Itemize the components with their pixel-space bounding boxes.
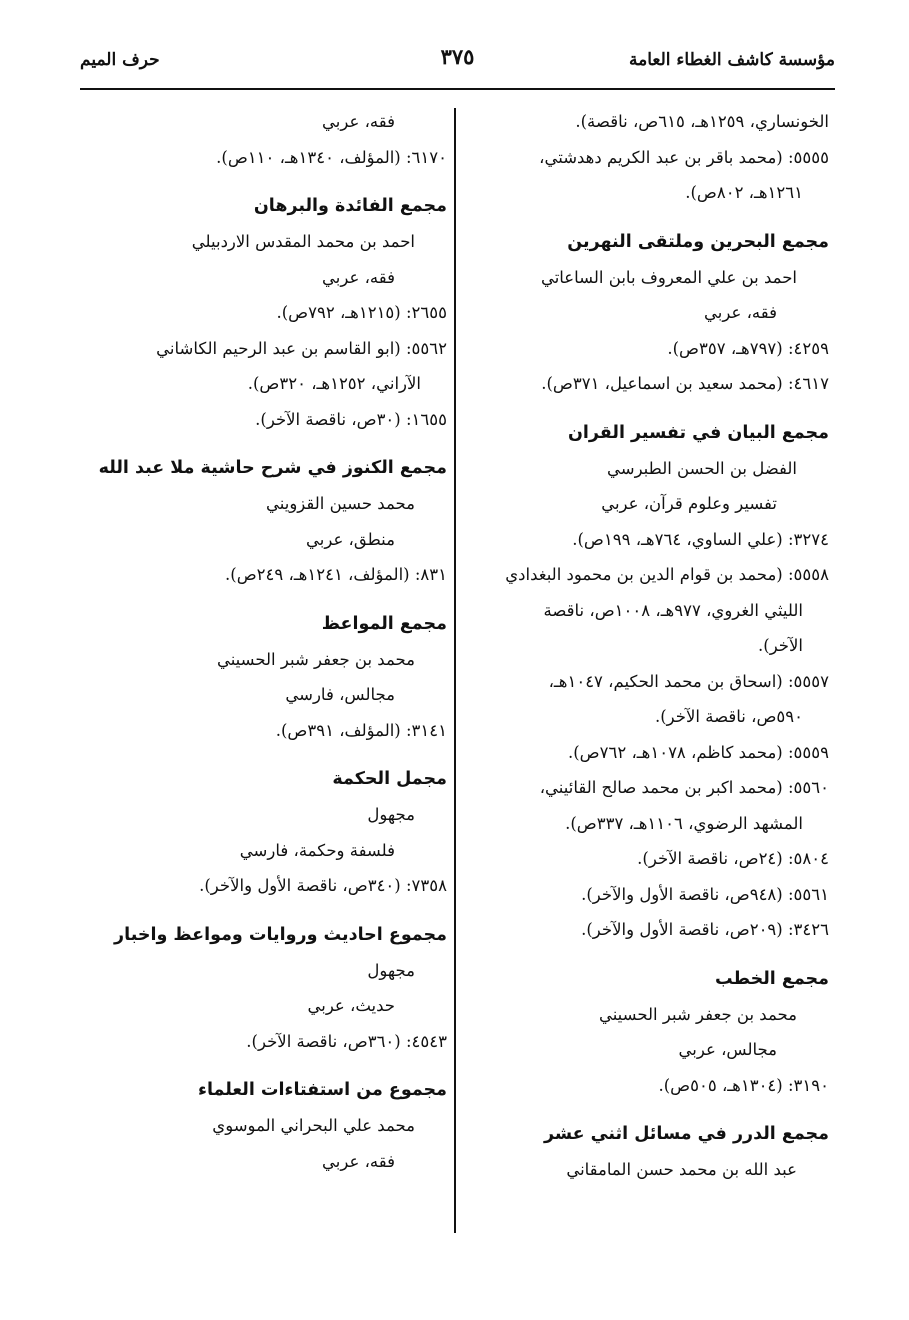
manuscript-entry: ٥٥٦٢: (ابو القاسم بن عبد الرحيم الكاشاني <box>156 338 447 358</box>
subject-line: حديث، عربي <box>307 996 395 1015</box>
subject-line: تفسير وعلوم قرآن، عربي <box>601 494 777 513</box>
manuscript-entry-continued: ١٢٦١هـ، ٨٠٢ص). <box>685 183 803 202</box>
publisher-name: مؤسسة كاشف الغطاء العامة <box>628 50 835 70</box>
page-number: ٣٧٥ <box>440 44 475 69</box>
manuscript-entry-continued: ٥٩٠ص، ناقصة الآخر). <box>655 707 803 726</box>
book-group <box>92 451 447 593</box>
manuscript-entry: ٥٨٠٤: (٢٤ص، ناقصة الآخر). <box>637 849 829 868</box>
manuscript-entry: ٥٥٥٥: (محمد باقر بن عبد الكريم دهدشتي، <box>539 147 829 167</box>
author-line: الفضل بن الحسن الطبرسي <box>607 458 797 478</box>
manuscript-entry: ٦١٧٠: (المؤلف، ١٣٤٠هـ، ١١٠ص). <box>216 147 447 167</box>
left-column <box>92 104 447 1179</box>
book-title: مجمع البيان في تفسير القران <box>567 422 829 443</box>
manuscript-entry: ٢٦٥٥: (١٢١٥هـ، ٧٩٢ص). <box>276 303 447 322</box>
manuscript-entry-continued: الآخر). <box>758 636 803 655</box>
manuscript-entry-continued: الآراني، ١٢٥٢هـ، ٣٢٠ص). <box>247 374 421 393</box>
manuscript-entry: ٥٥٥٩: (محمد كاظم، ١٠٧٨هـ، ٧٦٢ص). <box>568 742 829 762</box>
column-divider <box>454 108 456 1233</box>
book-group <box>477 416 829 948</box>
book-title: مجمع الخطب <box>715 968 829 989</box>
author-line: احمد بن محمد المقدس الاردبيلي <box>191 232 415 251</box>
author-line: محمد حسين القزويني <box>266 494 415 513</box>
manuscript-entry: ٣١٤١: (المؤلف، ٣٩١ص). <box>275 720 447 740</box>
subject-line: مجالس، عربي <box>678 1040 777 1059</box>
subject-line: مجالس، فارسي <box>285 685 395 704</box>
subject-line: فقه، عربي <box>704 303 777 322</box>
subject-line: فقه، عربي <box>322 267 395 287</box>
book-title: مجمع الدرر في مسائل اثني عشر <box>543 1124 829 1144</box>
book-group <box>92 104 447 175</box>
book-title: مجموع من استفتاءات العلماء <box>198 1080 447 1100</box>
subject-line: منطق، عربي <box>306 529 395 549</box>
author-line: مجهول <box>367 960 415 980</box>
book-group <box>477 104 829 211</box>
author-line: احمد بن علي المعروف بابن الساعاتي <box>540 267 797 287</box>
manuscript-entry: ١٦٥٥: (٣٠ص، ناقصة الآخر). <box>255 409 447 429</box>
manuscript-entry-continued: الليثي الغروي، ٩٧٧هـ، ١٠٠٨ص، ناقصة <box>543 600 803 620</box>
author-line: محمد علي البحراني الموسوي <box>212 1116 415 1135</box>
book-group <box>477 962 829 1104</box>
subject-line: فقه، عربي <box>322 112 395 131</box>
manuscript-entry: ٥٥٦٠: (محمد اكبر بن محمد صالح القائيني، <box>539 778 829 797</box>
subject-line: فقه، عربي <box>322 1151 395 1171</box>
page-header <box>80 44 835 80</box>
author-line: محمد بن جعفر شبر الحسيني <box>216 649 415 669</box>
author-line: مجهول <box>367 805 415 824</box>
manuscript-entry: ٥٥٥٧: (اسحاق بن محمد الحكيم، ١٠٤٧هـ، <box>548 671 829 691</box>
book-title: مجمع المواعظ <box>321 613 447 634</box>
book-group <box>92 918 447 1060</box>
manuscript-entry: ٥٥٥٨: (محمد بن قوام الدين بن محمود البغدادي <box>505 565 829 584</box>
manuscript-entry: ٧٣٥٨: (٣٤٠ص، ناقصة الأول والآخر). <box>199 876 447 895</box>
manuscript-entry-continued: المشهد الرضوي، ١١٠٦هـ، ٣٣٧ص). <box>565 813 803 833</box>
author-line: محمد بن جعفر شبر الحسيني <box>598 1004 797 1024</box>
manuscript-entry: ٣٤٢٦: (٢٠٩ص، ناقصة الأول والآخر). <box>581 920 829 939</box>
book-title: مجمل الحكمة <box>332 769 447 789</box>
manuscript-entry: ٣٢٧٤: (علي الساوي، ٧٦٤هـ، ١٩٩ص). <box>572 529 829 549</box>
subject-line: فلسفة وحكمة، فارسي <box>239 840 395 860</box>
manuscript-entry: ٤٥٤٣: (٣٦٠ص، ناقصة الآخر). <box>246 1031 447 1051</box>
manuscript-entry: ٤٦١٧: (محمد سعيد بن اسماعيل، ٣٧١ص). <box>541 374 829 393</box>
manuscript-entry: الخونساري، ١٢٥٩هـ، ٦١٥ص، ناقصة). <box>575 112 829 131</box>
book-title: مجمع الفائدة والبرهان <box>253 196 447 216</box>
book-title: مجمع الكنوز في شرح حاشية ملا عبد الله <box>98 458 447 478</box>
right-column <box>477 104 829 1188</box>
author-line: عبد الله بن محمد حسن المامقاني <box>566 1160 797 1179</box>
book-group <box>92 1073 447 1179</box>
book-group <box>92 607 447 749</box>
section-title: حرف الميم <box>80 50 160 70</box>
book-group <box>92 762 447 904</box>
manuscript-entry: ٨٣١: (المؤلف، ١٢٤١هـ، ٢٤٩ص). <box>225 565 447 584</box>
manuscript-entry: ٣١٩٠: (١٣٠٤هـ، ٥٠٥ص). <box>658 1075 829 1095</box>
book-group <box>92 189 447 437</box>
book-title: مجمع البحرين وملتقى النهرين <box>567 231 829 252</box>
book-group <box>477 1117 829 1188</box>
header-rule <box>80 88 835 90</box>
manuscript-entry: ٤٢٥٩: (٧٩٧هـ، ٣٥٧ص). <box>667 338 829 358</box>
book-title: مجموع احاديث وروايات ومواعظ واخبار <box>114 924 447 945</box>
book-group <box>477 225 829 402</box>
manuscript-entry: ٥٥٦١: (٩٤٨ص، ناقصة الأول والآخر). <box>581 884 829 904</box>
